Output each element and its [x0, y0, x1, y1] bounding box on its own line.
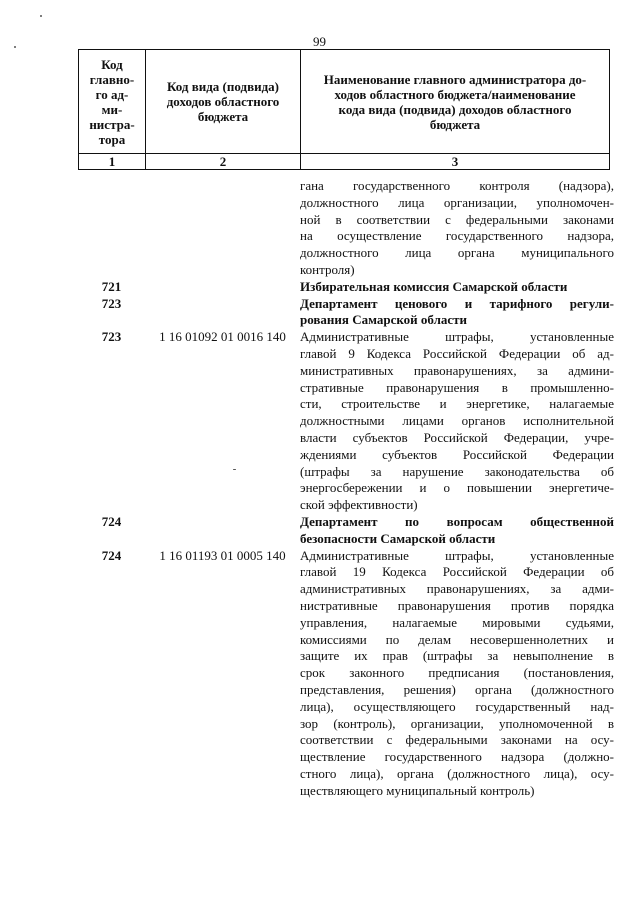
header-line: ми- [101, 101, 123, 117]
revenue-code-cell [145, 279, 300, 296]
header-col-admin-code [79, 50, 146, 154]
header-col-name [301, 50, 610, 154]
name-line: Административные штрафы, установленные [300, 547, 614, 563]
name-line: нистративные правонарушения против порядка [300, 597, 614, 613]
header-line: нистра- [89, 116, 135, 132]
header-line: бюджета [197, 109, 249, 124]
name-line: ществление государственного надзора (должно- [300, 749, 614, 765]
column-number-2: 2 [146, 154, 301, 170]
column-number-3: 3 [301, 154, 610, 170]
admin-code-cell [78, 178, 145, 279]
table-row [78, 548, 614, 800]
name-line: стративные правонарушения в промышленно- [300, 379, 614, 395]
admin-code-cell: 724 [101, 547, 122, 563]
name-line: власти субъектов Российской Федерации, учре- [300, 429, 614, 445]
revenue-code-cell: 1 16 01092 01 0016 140 [159, 329, 286, 345]
header-line: Код [101, 56, 123, 72]
admin-code-cell: 724 [101, 513, 122, 529]
table-row [78, 178, 614, 279]
name-line: Департамент по вопросам общественной [300, 513, 614, 529]
name-line: соответствии с федеральными законами на осу- [300, 732, 614, 748]
name-line: представления, решения) органа (должностного [300, 681, 614, 697]
name-line: контроля) [300, 261, 355, 277]
name-line: энергосбережении и о повышении энергетиче- [300, 480, 614, 496]
name-line: рования Самарской области [300, 312, 468, 328]
name-line: министративных правонарушениях, за админи- [300, 362, 614, 378]
name-line: ской эффективности) [300, 497, 418, 513]
header-line: доходов областного [166, 94, 280, 109]
name-line: гана государственного контроля (надзора), [300, 178, 614, 193]
name-line: ществляющего муниципальный контроль) [300, 782, 535, 798]
name-line: главой 19 Кодекса Российской Федерации об [300, 564, 614, 580]
name-line: должностного лица организации, уполномочен- [300, 194, 614, 210]
header-line: тора [98, 131, 126, 147]
table-row [78, 514, 614, 548]
name-line: комиссиями по делам несовершеннолетних и [300, 631, 614, 647]
name-cell [300, 296, 614, 330]
name-line: сти, строительстве и энергетике, налагаемые [300, 396, 614, 412]
header-line: главно- [89, 71, 135, 87]
name-cell [300, 514, 614, 548]
header-line: ходов областного бюджета/наименование [334, 86, 576, 102]
table-header [78, 49, 610, 170]
name-cell [300, 329, 614, 514]
header-line: кода вида (подвида) доходов областного [338, 101, 572, 117]
revenue-code-cell: 1 16 01193 01 0005 140 [159, 547, 286, 563]
name-cell [300, 178, 614, 279]
admin-code-cell: 723 [101, 329, 122, 345]
scan-speck [233, 469, 236, 470]
table-body [78, 178, 614, 799]
name-line: административных правонарушениях, за адми- [300, 581, 614, 597]
name-line: Избирательная комиссия Самарской области [300, 278, 568, 294]
name-line: лица), осуществляющего государственный над- [300, 698, 614, 714]
revenue-code-cell [145, 514, 300, 548]
name-line: зор (контроль), организации, уполномоченной в [300, 715, 614, 731]
table-row [78, 329, 614, 514]
header-col-revenue-code [146, 50, 301, 154]
name-line: Департамент ценового и тарифного регули- [300, 295, 614, 311]
name-line: на осуществление государственного надзора, [300, 228, 614, 244]
header-line: бюджета [429, 116, 481, 132]
name-line: (штрафы за нарушение законодательства об [300, 463, 614, 479]
name-line: управления, налагаемые мировыми судьями, [300, 614, 614, 630]
name-cell [300, 279, 614, 296]
scan-speck [40, 15, 42, 17]
admin-code-cell: 721 [101, 278, 122, 294]
name-line: срок законного предписания (постановления, [300, 665, 614, 681]
table-row [78, 296, 614, 330]
name-line: должностными лицами органов исполнительной [300, 413, 614, 429]
header-line: Наименование главного администратора до- [323, 71, 587, 87]
name-line: ной в соответствии с федеральными законами [300, 211, 614, 227]
table-row [78, 279, 614, 296]
header-line: Код вида (подвида) [166, 79, 279, 94]
name-line: Административные штрафы, установленные [300, 329, 614, 345]
admin-code-cell: 723 [101, 295, 122, 311]
column-number-1: 1 [79, 154, 146, 170]
header-line: го ад- [95, 86, 129, 102]
name-line: безопасности Самарской области [300, 530, 496, 546]
page-number: 99 [313, 34, 326, 49]
name-cell [300, 548, 614, 800]
name-line: защите их прав (штрафы за невыполнение в [300, 648, 614, 664]
name-line: ждениями субъектов Российской Федерации [300, 446, 614, 462]
revenue-code-cell [145, 296, 300, 330]
name-line: главой 9 Кодекса Российской Федерации об ад- [300, 345, 614, 361]
scan-speck [14, 46, 16, 48]
revenue-code-cell [145, 178, 300, 279]
name-line: должностного лица органа муниципального [300, 245, 614, 261]
name-line: стного лица), органа (должностного лица), осу- [300, 765, 614, 781]
